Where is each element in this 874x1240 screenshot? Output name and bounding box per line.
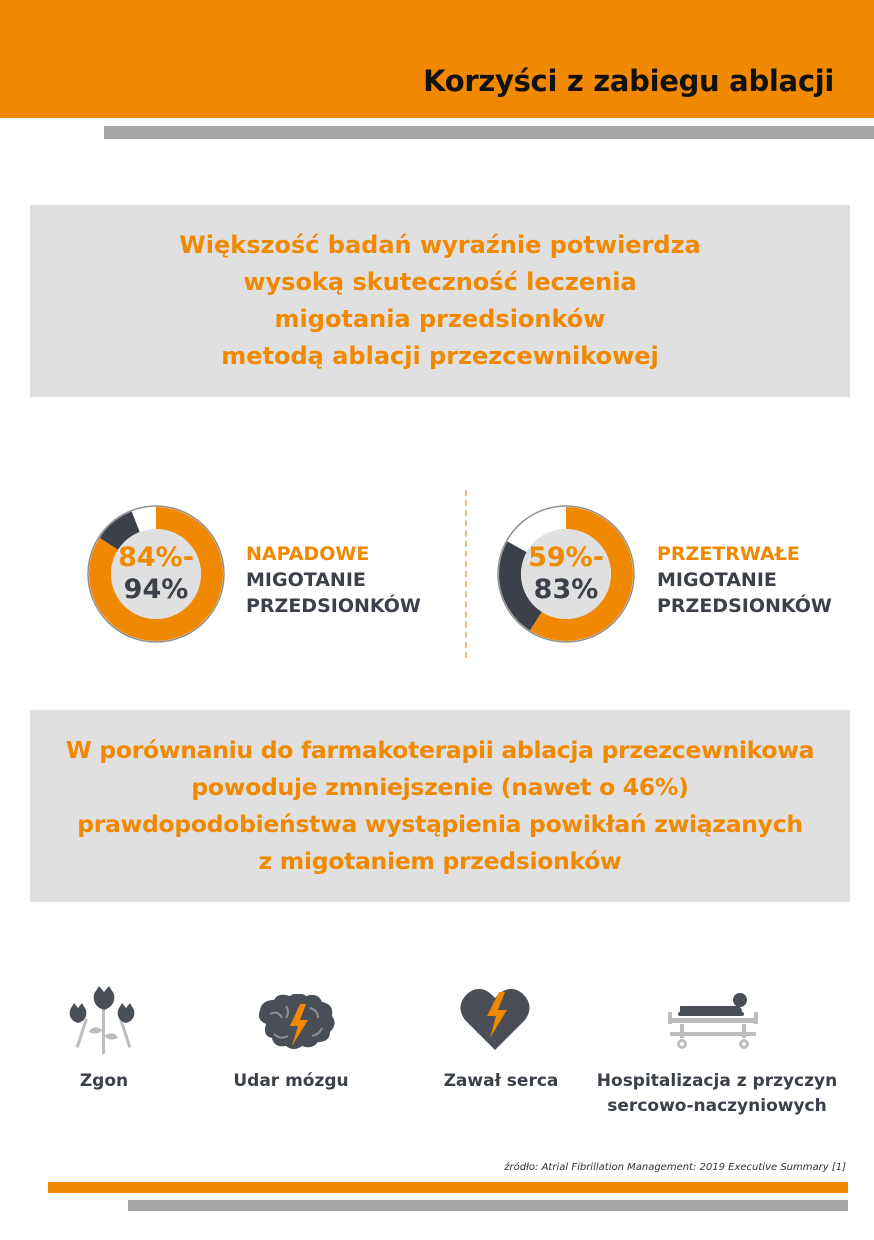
stat-label-type: NAPADOWE bbox=[246, 543, 370, 565]
range-low: 59%- bbox=[528, 542, 604, 573]
outcome-label-stroke bbox=[206, 1069, 376, 1094]
stat-label-line: PRZEDSIONKÓW bbox=[246, 595, 421, 617]
stat-label-persistent bbox=[657, 541, 832, 619]
comparison-line: W porównaniu do farmakoterapii ablacja przezcewnikowa bbox=[65, 736, 815, 764]
stat-divider bbox=[465, 490, 467, 658]
page-title: Korzyści z zabiegu ablacji bbox=[423, 64, 834, 98]
stat-label-line: MIGOTANIE bbox=[246, 569, 366, 591]
donut-value bbox=[496, 504, 636, 644]
comparison-line: z migotaniem przedsionków bbox=[258, 847, 622, 875]
comparison-line: powoduje zmniejszenie (nawet o 46%) bbox=[191, 773, 689, 801]
outcome-label-hospitalization bbox=[582, 1069, 852, 1119]
range-high: 83% bbox=[533, 574, 599, 605]
roses-icon bbox=[66, 984, 142, 1056]
footer-stripe-orange bbox=[48, 1182, 848, 1193]
intro-panel bbox=[30, 205, 850, 397]
outcome-label-line: Hospitalizacja z przyczyn bbox=[596, 1071, 838, 1091]
heart-lightning-icon bbox=[459, 986, 531, 1052]
comparison-line: prawdopodobieństwa wystąpienia powikłań związanych bbox=[77, 810, 803, 838]
footer-stripe-gray bbox=[128, 1200, 848, 1211]
outcome-label-line: Zawał serca bbox=[443, 1071, 559, 1091]
intro-text bbox=[179, 227, 701, 375]
stat-label-line: MIGOTANIE bbox=[657, 569, 777, 591]
intro-line: Większość badań wyraźnie potwierdza bbox=[179, 231, 701, 259]
comparison-panel bbox=[30, 710, 850, 902]
outcome-label-line: Zgon bbox=[79, 1071, 129, 1091]
intro-line: migotania przedsionków bbox=[274, 305, 606, 333]
header-divider-stripe bbox=[104, 126, 874, 139]
comparison-text bbox=[66, 732, 814, 880]
outcome-label-heart-attack bbox=[421, 1069, 581, 1094]
donut-persistent bbox=[496, 504, 636, 644]
donut-paroxysmal bbox=[86, 504, 226, 644]
source-note: źródło: Atrial Fibrillation Management: 2019 Executive Summary [1] bbox=[504, 1162, 846, 1173]
stat-label-paroxysmal bbox=[246, 541, 421, 619]
intro-line: wysoką skuteczność leczenia bbox=[243, 268, 637, 296]
stat-label-type: PRZETRWAŁE bbox=[657, 543, 800, 565]
intro-line: metodą ablacji przezcewnikowej bbox=[221, 342, 659, 370]
outcome-label-line: Udar mózgu bbox=[233, 1071, 349, 1091]
stat-label-line: PRZEDSIONKÓW bbox=[657, 595, 832, 617]
range-low: 84%- bbox=[118, 542, 194, 573]
donut-value bbox=[86, 504, 226, 644]
outcome-label-death bbox=[54, 1069, 154, 1094]
range-high: 94% bbox=[123, 574, 189, 605]
brain-lightning-icon bbox=[256, 994, 340, 1056]
hospital-bed-icon bbox=[666, 990, 760, 1054]
outcome-label-line: sercowo-naczyniowych bbox=[607, 1096, 827, 1116]
header-bar bbox=[0, 0, 874, 118]
